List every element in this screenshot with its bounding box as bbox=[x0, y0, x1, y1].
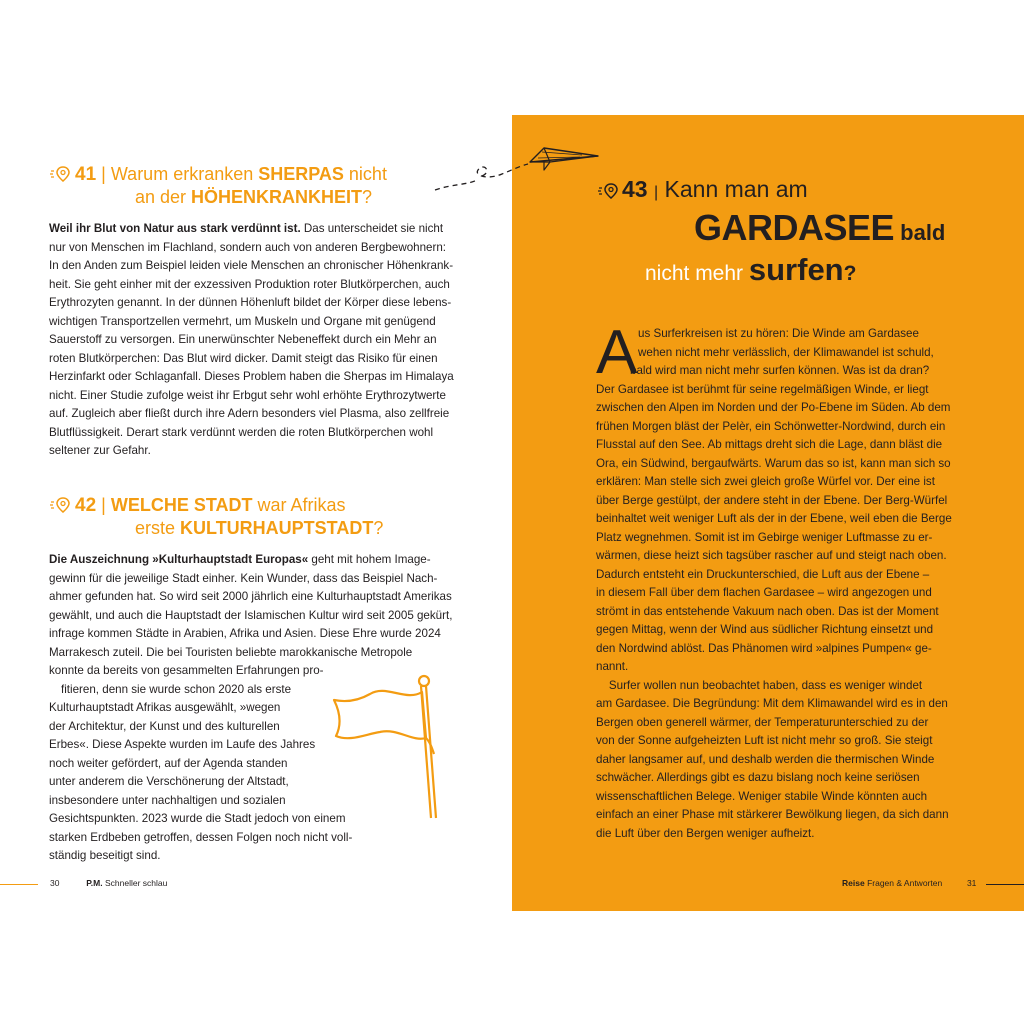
body-line: bald wird man nicht mehr surfen können. Was ist da dran? bbox=[630, 364, 930, 377]
body-line: in diesem Fall über dem flachen Gardasee – wird angezogen und bbox=[596, 586, 932, 599]
body-line: seltener zur Gefahr. bbox=[49, 444, 151, 457]
heading-text: Warum erkranken bbox=[110, 164, 259, 184]
heading-text: bald bbox=[894, 220, 946, 245]
left-footer bbox=[50, 878, 167, 888]
heading-text: nicht mehr bbox=[645, 262, 749, 285]
section-label: Reise bbox=[842, 878, 865, 888]
body-line: Surfer wollen nun beobachtet haben, dass es weniger windet bbox=[596, 678, 923, 692]
body-line: us Surferkreisen ist zu hören: Die Winde am Gardasee bbox=[638, 327, 919, 340]
body-line: unter anderem die Verschönerung der Altstadt, bbox=[49, 775, 289, 788]
body-line: die Luft über den Bergen weniger aufheizt. bbox=[596, 826, 815, 840]
body-line: strömt in das entstehende Vakuum nach oben. Das ist der Moment bbox=[596, 604, 939, 618]
lead-text: Die Auszeichnung »Kulturhauptstadt Europas« bbox=[49, 553, 309, 566]
running-title: Fragen & Antworten bbox=[867, 878, 943, 888]
body-line: auf. Zugleich aber fließt durch ihre Adern besonders viel Plasma, also zellfreie bbox=[49, 407, 450, 420]
body-line: gewinn für die jeweilige Stadt einher. Kein Wunder, dass das Beispiel Nach- bbox=[49, 571, 438, 585]
question-number: 43 bbox=[622, 176, 648, 202]
body-text: Das unterscheidet sie nicht bbox=[300, 222, 444, 235]
body-line: In den Anden zum Beispiel leiden viele Menschen an chronischer Höhenkrank- bbox=[49, 259, 454, 272]
body-line: Sauerstoff zu versorgen. Ein unerwünschter Nebeneffekt durch ein Mehr an bbox=[49, 333, 437, 346]
body-line: beinhaltet weit weniger Luft als der in der Ebene, weil eben die Berge bbox=[596, 512, 952, 525]
body-line: Der Gardasee ist berühmt für seine regelmäßigen Winde, er liegt bbox=[596, 382, 929, 396]
body-line bbox=[49, 220, 452, 239]
body-line: ständig beseitigt sind. bbox=[49, 849, 161, 862]
body-line: Platz wegnehmen. Somit ist im Gebirge weniger Luftmasse zu er- bbox=[596, 530, 933, 544]
body-line: heit. Sie geht einher mit der exzessiven Produktion roter Blutkörperchen, auch bbox=[49, 277, 450, 291]
heading-text: ? bbox=[843, 262, 857, 285]
body-line: Herzinfarkt oder Schlaganfall. Dieses Problem haben die Sherpas im Himalaya bbox=[49, 370, 454, 383]
body-line: nicht. Einer Studie zufolge weist ihr Erbgut sehr wohl erhöhte Erythrozytwerte bbox=[49, 388, 446, 402]
question-41-heading: 41 | Warum erkranken SHERPAS nicht bbox=[75, 164, 387, 185]
body-line: ahmer gefunden hat. So wird seit 2000 jährlich eine Kulturhauptstadt Amerikas bbox=[49, 590, 452, 603]
body-line: frühen Morgen bläst der Pelèr, ein Schönwetter-Nordwind, durch ein bbox=[596, 419, 946, 433]
footer-rule-right bbox=[986, 884, 1024, 885]
heading-keyword: KULTURHAUPTSTADT bbox=[180, 518, 374, 538]
body-line: zwischen den Alpen im Norden und der Po-Ebene im Süden. Ab dem bbox=[596, 401, 951, 414]
body-line: über Berge gestülpt, der andere steht in der Ebene. Der Berg-Würfel bbox=[596, 493, 948, 507]
heading-text: Kann man am bbox=[664, 176, 808, 202]
body-line: wichtigen Transportzellen vermehrt, um Muskeln und Organe mit genügend bbox=[49, 314, 436, 328]
page-number: 30 bbox=[50, 878, 60, 888]
body-line: Bergen oben generell wärmer, der Temperaturunterschied zu der bbox=[596, 715, 929, 729]
body-line: Erythrozyten genannt. In der dünnen Höhenluft bildet der Körper diese lebens- bbox=[49, 296, 452, 309]
body-line: nur von Menschen im Flachland, sondern auch von anderen Bergbewohnern: bbox=[49, 240, 447, 254]
body-line: Dadurch entsteht ein Druckunterschied, die Luft aus der Ebene – bbox=[596, 567, 930, 581]
body-line: wehen nicht mehr verlässlich, der Klimawandel ist schuld, bbox=[638, 345, 934, 359]
drop-cap: A bbox=[596, 318, 638, 387]
body-text: geht mit hohem Image- bbox=[308, 553, 431, 566]
heading-text: nicht bbox=[343, 164, 387, 184]
question-43-body bbox=[596, 325, 956, 843]
question-42-heading: 42 | WELCHE STADT war Afrikas bbox=[75, 495, 346, 516]
location-pin-icon bbox=[49, 165, 73, 183]
question-41-heading-line2 bbox=[135, 186, 372, 209]
heading-keyword: GARDASEE bbox=[694, 207, 895, 248]
footer-rule-left bbox=[0, 884, 38, 885]
location-pin-icon bbox=[597, 182, 621, 200]
running-title: Schneller schlau bbox=[104, 878, 168, 888]
body-line: von der Sonne aufgeheizten Luft ist nicht mehr so groß. Sie steigt bbox=[596, 734, 933, 747]
heading-text: erste bbox=[135, 518, 181, 538]
right-footer bbox=[842, 878, 976, 888]
question-41-body bbox=[49, 220, 452, 461]
body-line: daher langsamer auf, und deshalb werden die thermischen Winde bbox=[596, 752, 935, 766]
body-line: erklären: Man stelle sich zwei gleich große Würfel vor. Der eine ist bbox=[596, 475, 935, 488]
question-43-heading-line2 bbox=[694, 206, 945, 255]
location-pin-icon bbox=[49, 496, 73, 514]
lead-text: Weil ihr Blut von Natur aus stark verdünnt ist. bbox=[49, 222, 301, 235]
heading-text: ? bbox=[362, 187, 373, 207]
heading-keyword: SHERPAS bbox=[258, 164, 344, 184]
body-line: noch weiter gefördert, auf der Agenda standen bbox=[49, 756, 288, 770]
question-43-heading: 43 | Kann man am bbox=[622, 176, 808, 202]
heading-text: ? bbox=[373, 518, 384, 538]
body-line: der Architektur, der Kunst und des kulturellen bbox=[49, 719, 280, 733]
question-number: 42 bbox=[75, 495, 97, 516]
body-line: wissenschaftlichen Belege. Weniger stabile Winde könnten auch bbox=[596, 789, 928, 803]
body-line: wärmen, diese heizt sich tagsüber rascher auf und steigt nach oben. bbox=[596, 549, 947, 562]
body-line: einfach an einer Phase mit stärkerer Bewölkung liegen, da sich dann bbox=[596, 808, 949, 821]
body-line: roten Blutkörperchen: Das Blut wird dicker. Damit steigt das Risiko für einen bbox=[49, 351, 438, 365]
body-line: Blutflüssigkeit. Derart stark verdünnt werden die roten Blutkörperchen wohl bbox=[49, 425, 434, 439]
paper-plane-icon bbox=[432, 140, 602, 195]
body-line: fitieren, denn sie wurde schon 2020 als erste bbox=[61, 682, 292, 696]
flag-icon bbox=[326, 672, 452, 822]
body-line: starken Erdbeben getroffen, dessen Folgen noch nicht voll- bbox=[49, 830, 353, 844]
body-line: am Gardasee. Die Begründung: Mit dem Klimawandel wird es in den bbox=[596, 697, 948, 710]
body-line: infrage kommen Städte in Arabien, Afrika und Asien. Diese Ehre wurde 2024 bbox=[49, 627, 441, 640]
body-line: konnte da bereits von gesammelten Erfahrungen pro- bbox=[49, 664, 324, 677]
body-line: Erbes«. Diese Aspekte wurden im Laufe des Jahres bbox=[49, 738, 316, 751]
question-43-heading-line3 bbox=[645, 250, 856, 296]
body-line bbox=[49, 551, 452, 570]
body-line: Gesichtspunkten. 2023 wurde die Stadt jedoch von einem bbox=[49, 812, 346, 825]
body-line: Flusstal auf den See. Ab mittags dreht sich die Lage, dann bläst die bbox=[596, 438, 943, 451]
body-line: schwächer. Allerdings gibt es dazu bislang noch keine seriösen bbox=[596, 771, 920, 784]
heading-keyword: WELCHE STADT bbox=[110, 495, 253, 515]
question-number: 41 bbox=[75, 164, 97, 185]
heading-keyword: HÖHENKRANKHEIT bbox=[191, 187, 363, 207]
heading-keyword: surfen bbox=[748, 252, 844, 287]
page-number: 31 bbox=[966, 878, 977, 888]
body-line: den Nordwind ablöst. Das Phänomen wird »alpines Pumpen« ge- bbox=[596, 641, 932, 655]
body-line: gegen Mittag, wenn der Wind aus südlicher Richtung einsetzt und bbox=[596, 623, 934, 636]
heading-text: an der bbox=[135, 187, 192, 207]
body-line: Ora, ein Südwind, bergaufwärts. Warum das so ist, kann man sich so bbox=[596, 456, 951, 470]
body-line: Kulturhauptstadt Afrikas ausgewählt, »wegen bbox=[49, 701, 281, 714]
body-line: insbesondere unter nachhaltigen und sozialen bbox=[49, 793, 286, 807]
question-42-heading-line2 bbox=[135, 517, 383, 540]
body-line: nannt. bbox=[596, 660, 629, 673]
body-line: gewählt, und auch die Hauptstadt der Islamischen Kultur wird seit 2005 gekürt, bbox=[49, 608, 453, 622]
brand-logo: P.M. bbox=[86, 878, 103, 888]
body-line: Marrakesch zuteil. Die bei Touristen beliebte marokkanische Metropole bbox=[49, 645, 413, 659]
heading-text: war Afrikas bbox=[252, 495, 346, 515]
